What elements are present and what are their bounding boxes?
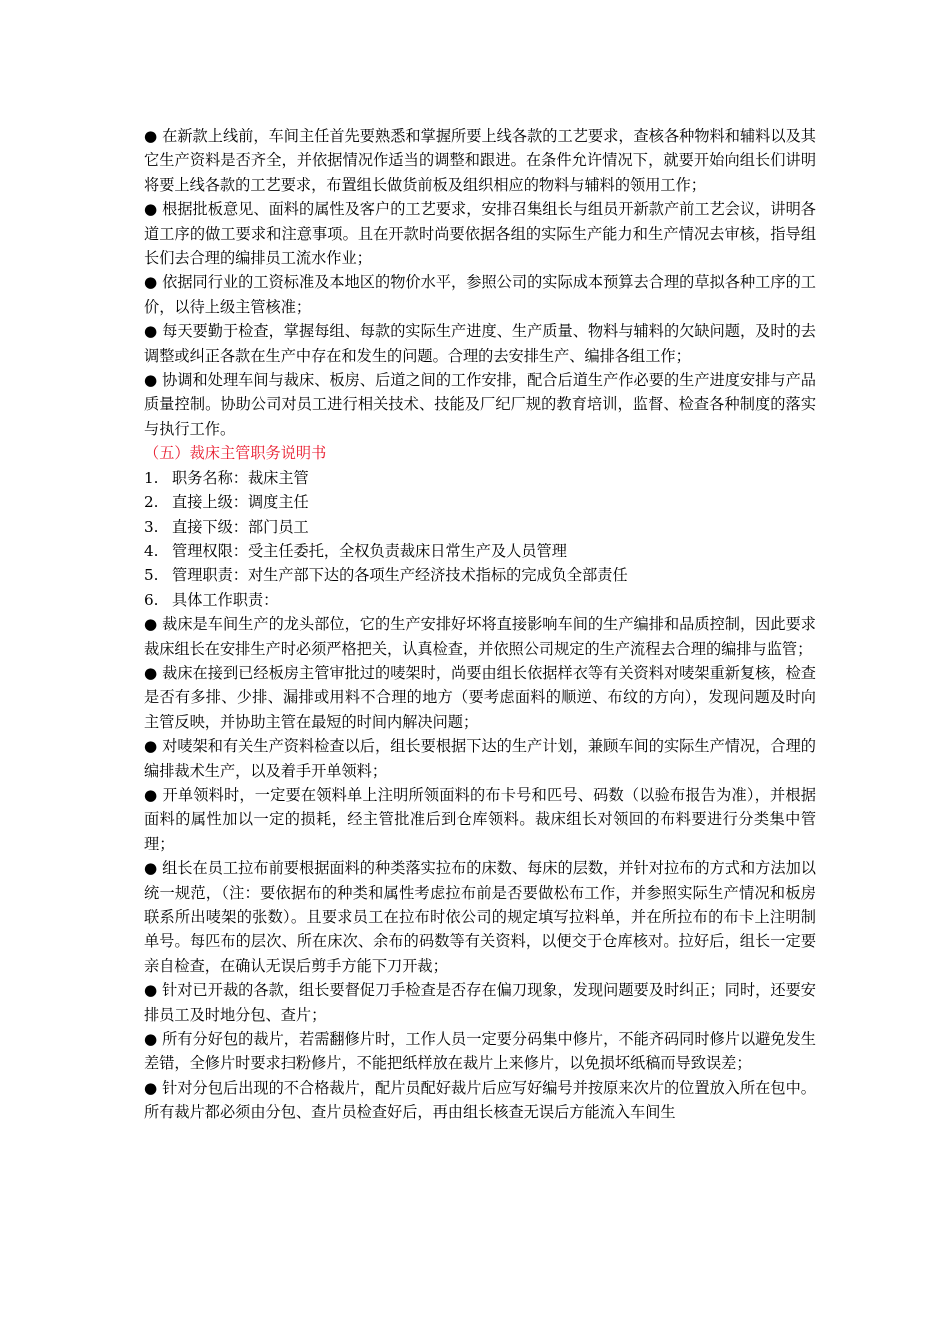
item-number: 1. bbox=[144, 468, 159, 487]
bullet-paragraph: ● 协调和处理车间与裁床、板房、后道之间的工作安排，配合后道生产作必要的生产进度安排与产品质量控制。协助公司对员工进行相关技术、技能及厂纪厂规的教育培训，监督、检查各种制度的落实与执行工作。 bbox=[144, 368, 816, 441]
item-number: 3. bbox=[144, 517, 159, 536]
numbered-item bbox=[144, 563, 816, 587]
item-number: 2. bbox=[144, 493, 159, 512]
item-number: 6. bbox=[144, 590, 159, 609]
bullet-paragraph: ● 组长在员工拉布前要根据面料的种类落实拉布的床数、每床的层数，并针对拉布的方式和方法加以统一规范，（注：要依据布的种类和属性考虑拉布前是否要做松布工作，并参照实际生产情况和板房联系所出唛架的张数）。且要求员工在拉布时依公司的规定填写拉料单，并在所拉布的布卡上注明制单号。每匹布的层次、所在床次、余布的码数等有关资料，以便交于仓库核对。拉好后，组长一定要亲自检查，在确认无误后剪手方能下刀开裁； bbox=[144, 856, 816, 978]
bullet-paragraph: ● 裁床在接到已经板房主管审批过的唛架时，尚要由组长依据样衣等有关资料对唛架重新复核，检查是否有多排、少排、漏排或用料不合理的地方（要考虑面料的顺逆、布纹的方向），发现问题及时向主管反映，并协助主管在最短的时间内解决问题； bbox=[144, 661, 816, 734]
item-number: 5. bbox=[144, 566, 159, 585]
numbered-item bbox=[144, 539, 816, 563]
section-heading: （五）裁床主管职务说明书 bbox=[144, 444, 327, 463]
numbered-item bbox=[144, 490, 816, 514]
bullet-paragraph: ● 依据同行业的工资标准及本地区的物价水平，参照公司的实际成本预算去合理的草拟各种工序的工价，以待上级主管核准； bbox=[144, 270, 816, 319]
item-text: 管理职责：对生产部下达的各项生产经济技术指标的完成负全部责任 bbox=[172, 566, 628, 585]
bullet-paragraph: ● 每天要勤于检查，掌握每组、每款的实际生产进度、生产质量、物料与辅料的欠缺问题，及时的去调整或纠正各款在生产中存在和发生的问题。合理的去安排生产、编排各组工作； bbox=[144, 319, 816, 368]
bullet-paragraph: ● 对唛架和有关生产资料检查以后，组长要根据下达的生产计划，兼顾车间的实际生产情况，合理的编排裁术生产，以及着手开单领料； bbox=[144, 734, 816, 783]
bullet-paragraph: ● 开单领料时，一定要在领料单上注明所领面料的布卡号和匹号、码数（以验布报告为准），并根据面料的属性加以一定的损耗，经主管批准后到仓库领料。裁床组长对领回的布料要进行分类集中管理； bbox=[144, 783, 816, 856]
item-text: 管理权限：受主任委托，全权负责裁床日常生产及人员管理 bbox=[172, 541, 567, 560]
bullet-paragraph: ● 根据批板意见、面料的属性及客户的工艺要求，安排召集组长与组员开新款产前工艺会议，讲明各道工序的做工要求和注意事项。且在开款时尚要依据各组的实际生产能力和生产情况去审核，指导组长们去合理的编排员工流水作业； bbox=[144, 197, 816, 270]
item-text: 直接上级：调度主任 bbox=[172, 493, 309, 512]
item-number: 4. bbox=[144, 541, 159, 560]
numbered-item bbox=[144, 588, 816, 612]
bullet-paragraph: ● 所有分好包的裁片，若需翻修片时，工作人员一定要分码集中修片，不能齐码同时修片以避免发生差错，全修片时要求扫粉修片，不能把纸样放在裁片上来修片，以免损坏纸稿而导致误差； bbox=[144, 1027, 816, 1076]
item-text: 直接下级：部门员工 bbox=[172, 517, 309, 536]
document-body bbox=[144, 124, 816, 1125]
item-text: 具体工作职责： bbox=[172, 590, 279, 609]
bullet-paragraph: ● 针对已开裁的各款，组长要督促刀手检查是否存在偏刀现象，发现问题要及时纠正；同时，还要安排员工及时地分包、查片； bbox=[144, 978, 816, 1027]
item-text: 职务名称：裁床主管 bbox=[172, 468, 309, 487]
numbered-item bbox=[144, 466, 816, 490]
bullet-paragraph: ● 裁床是车间生产的龙头部位，它的生产安排好坏将直接影响车间的生产编排和品质控制，因此要求裁床组长在安排生产时必须严格把关，认真检查，并依照公司规定的生产流程去合理的编排与监管； bbox=[144, 612, 816, 661]
numbered-item bbox=[144, 515, 816, 539]
bullet-paragraph: ● 在新款上线前，车间主任首先要熟悉和掌握所要上线各款的工艺要求，查核各种物料和辅料以及其它生产资料是否齐全，并依据情况作适当的调整和跟进。在条件允许情况下，就要开始向组长们讲明将要上线各款的工艺要求，布置组长做货前板及组织相应的物料与辅料的领用工作； bbox=[144, 124, 816, 197]
bullet-paragraph: ● 针对分包后出现的不合格裁片，配片员配好裁片后应写好编号并按原来次片的位置放入所在包中。所有裁片都必须由分包、查片员检查好后，再由组长核查无误后方能流入车间生 bbox=[144, 1076, 816, 1125]
